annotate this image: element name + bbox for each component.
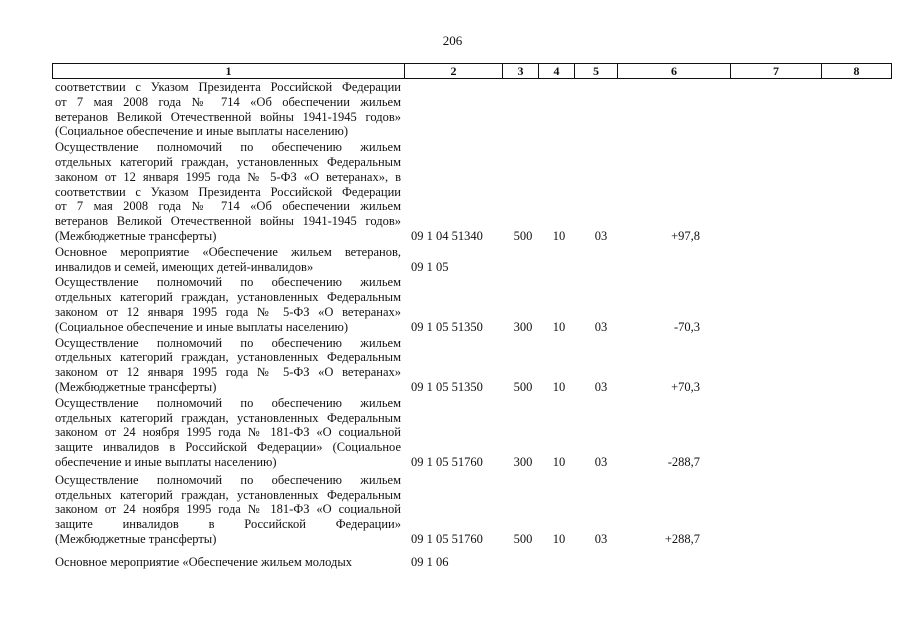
description-line: (Межбюджетные трансферты): [55, 228, 217, 243]
table-row: [55, 80, 895, 139]
description-line: соответствии с Указом Президента Российской Федерации: [55, 80, 401, 94]
description-line: законом от 24 ноября 1995 года № 181-ФЗ «О социальной: [55, 425, 401, 440]
budget-code: 09 1 05: [411, 259, 449, 274]
column-header: 3: [503, 64, 539, 78]
description-line: защите инвалидов в Российской Федерации» (Социальное: [55, 440, 401, 455]
subsection-code: 03: [594, 228, 608, 243]
row-description: [55, 245, 401, 275]
row-description: [55, 80, 401, 139]
table-header: [52, 63, 892, 79]
description-line: Основное мероприятие «Обеспечение жильем молодых: [55, 554, 353, 569]
description-line: отдельных категорий граждан, установленных Федеральным: [55, 350, 401, 365]
table-body: [55, 80, 895, 571]
expense-type: 500: [513, 228, 533, 243]
section-code: 10: [552, 531, 566, 546]
description-line: отдельных категорий граждан, установленных Федеральным: [55, 487, 401, 502]
description-line: обеспечение и иные выплаты населению): [55, 454, 277, 469]
description-line: ветеранов Великой Отечественной войны 1941-1945 годов»: [55, 109, 401, 124]
column-header: 4: [539, 64, 575, 78]
description-line: законом от 24 ноября 1995 года № 181-ФЗ «О социальной: [55, 502, 401, 517]
description-line: законом от 12 января 1995 года № 5-ФЗ «О ветеранах»: [55, 365, 401, 380]
row-description: [55, 555, 401, 570]
budget-code: 09 1 05 51350: [411, 319, 483, 334]
table-row: [55, 245, 895, 275]
budget-code: 09 1 05 51350: [411, 379, 483, 394]
expense-type: 500: [513, 531, 533, 546]
subsection-code: 03: [594, 379, 608, 394]
description-line: (Межбюджетные трансферты): [55, 531, 217, 546]
subsection-code: 03: [594, 454, 608, 469]
column-header: 7: [731, 64, 822, 78]
description-line: законом от 12 января 1995 года № 5-ФЗ «О ветеранах», в: [55, 169, 401, 184]
description-line: соответствии с Указом Президента Российской Федерации: [55, 184, 401, 199]
description-line: Осуществление полномочий по обеспечению жильем: [55, 395, 401, 410]
description-line: Осуществление полномочий по обеспечению жильем: [55, 335, 401, 350]
description-line: инвалидов и семей, имеющих детей-инвалидов»: [55, 259, 314, 274]
description-line: Осуществление полномочий по обеспечению жильем: [55, 140, 401, 155]
section-code: 10: [552, 319, 566, 334]
row-description: [55, 473, 401, 547]
subsection-code: 03: [594, 319, 608, 334]
description-line: ветеранов Великой Отечественной войны 1941-1945 годов»: [55, 214, 401, 229]
column-header: 8: [853, 64, 860, 78]
amount-change: +70,3: [671, 379, 700, 394]
description-line: от 7 мая 2008 года № 714 «Об обеспечении жильем: [55, 94, 401, 109]
column-header: 6: [618, 64, 731, 78]
column-header: 1: [53, 64, 405, 78]
column-header: 5: [575, 64, 618, 78]
section-code: 10: [552, 454, 566, 469]
page-number: 206: [442, 33, 463, 48]
description-line: (Социальное обеспечение и иные выплаты населению): [55, 319, 349, 334]
table-row: [55, 396, 895, 470]
description-line: (Межбюджетные трансферты): [55, 379, 217, 394]
table-row: [55, 473, 895, 547]
section-code: 10: [552, 379, 566, 394]
description-line: защите инвалидов в Российской Федерации»: [55, 517, 401, 532]
amount-change: -288,7: [667, 454, 700, 469]
subsection-code: 03: [594, 531, 608, 546]
row-description: [55, 140, 401, 244]
budget-code: 09 1 06: [411, 554, 449, 569]
description-line: Осуществление полномочий по обеспечению жильем: [55, 472, 401, 487]
description-line: от 7 мая 2008 года № 714 «Об обеспечении жильем: [55, 199, 401, 214]
budget-code: 09 1 05 51760: [411, 454, 483, 469]
description-line: отдельных категорий граждан, установленных Федеральным: [55, 290, 401, 305]
table-row: [55, 275, 895, 334]
budget-code: 09 1 05 51760: [411, 531, 483, 546]
expense-type: 300: [513, 454, 533, 469]
amount-change: -70,3: [673, 319, 700, 334]
expense-type: 500: [513, 379, 533, 394]
description-line: законом от 12 января 1995 года № 5-ФЗ «О ветеранах»: [55, 304, 401, 319]
row-description: [55, 396, 401, 470]
description-line: отдельных категорий граждан, установленных Федеральным: [55, 410, 401, 425]
description-line: Основное мероприятие «Обеспечение жильем ветеранов,: [55, 244, 401, 259]
row-description: [55, 336, 401, 395]
amount-change: +97,8: [671, 228, 700, 243]
row-description: [55, 275, 401, 334]
expense-type: 300: [513, 319, 533, 334]
budget-code: 09 1 04 51340: [411, 228, 483, 243]
table-row: [55, 555, 895, 570]
description-line: Осуществление полномочий по обеспечению жильем: [55, 275, 401, 290]
amount-change: +288,7: [664, 531, 700, 546]
description-line: отдельных категорий граждан, установленных Федеральным: [55, 154, 401, 169]
column-header: 2: [405, 64, 503, 78]
table-row: [55, 336, 895, 395]
description-line: (Социальное обеспечение и иные выплаты населению): [55, 124, 349, 139]
table-row: [55, 140, 895, 244]
section-code: 10: [552, 228, 566, 243]
